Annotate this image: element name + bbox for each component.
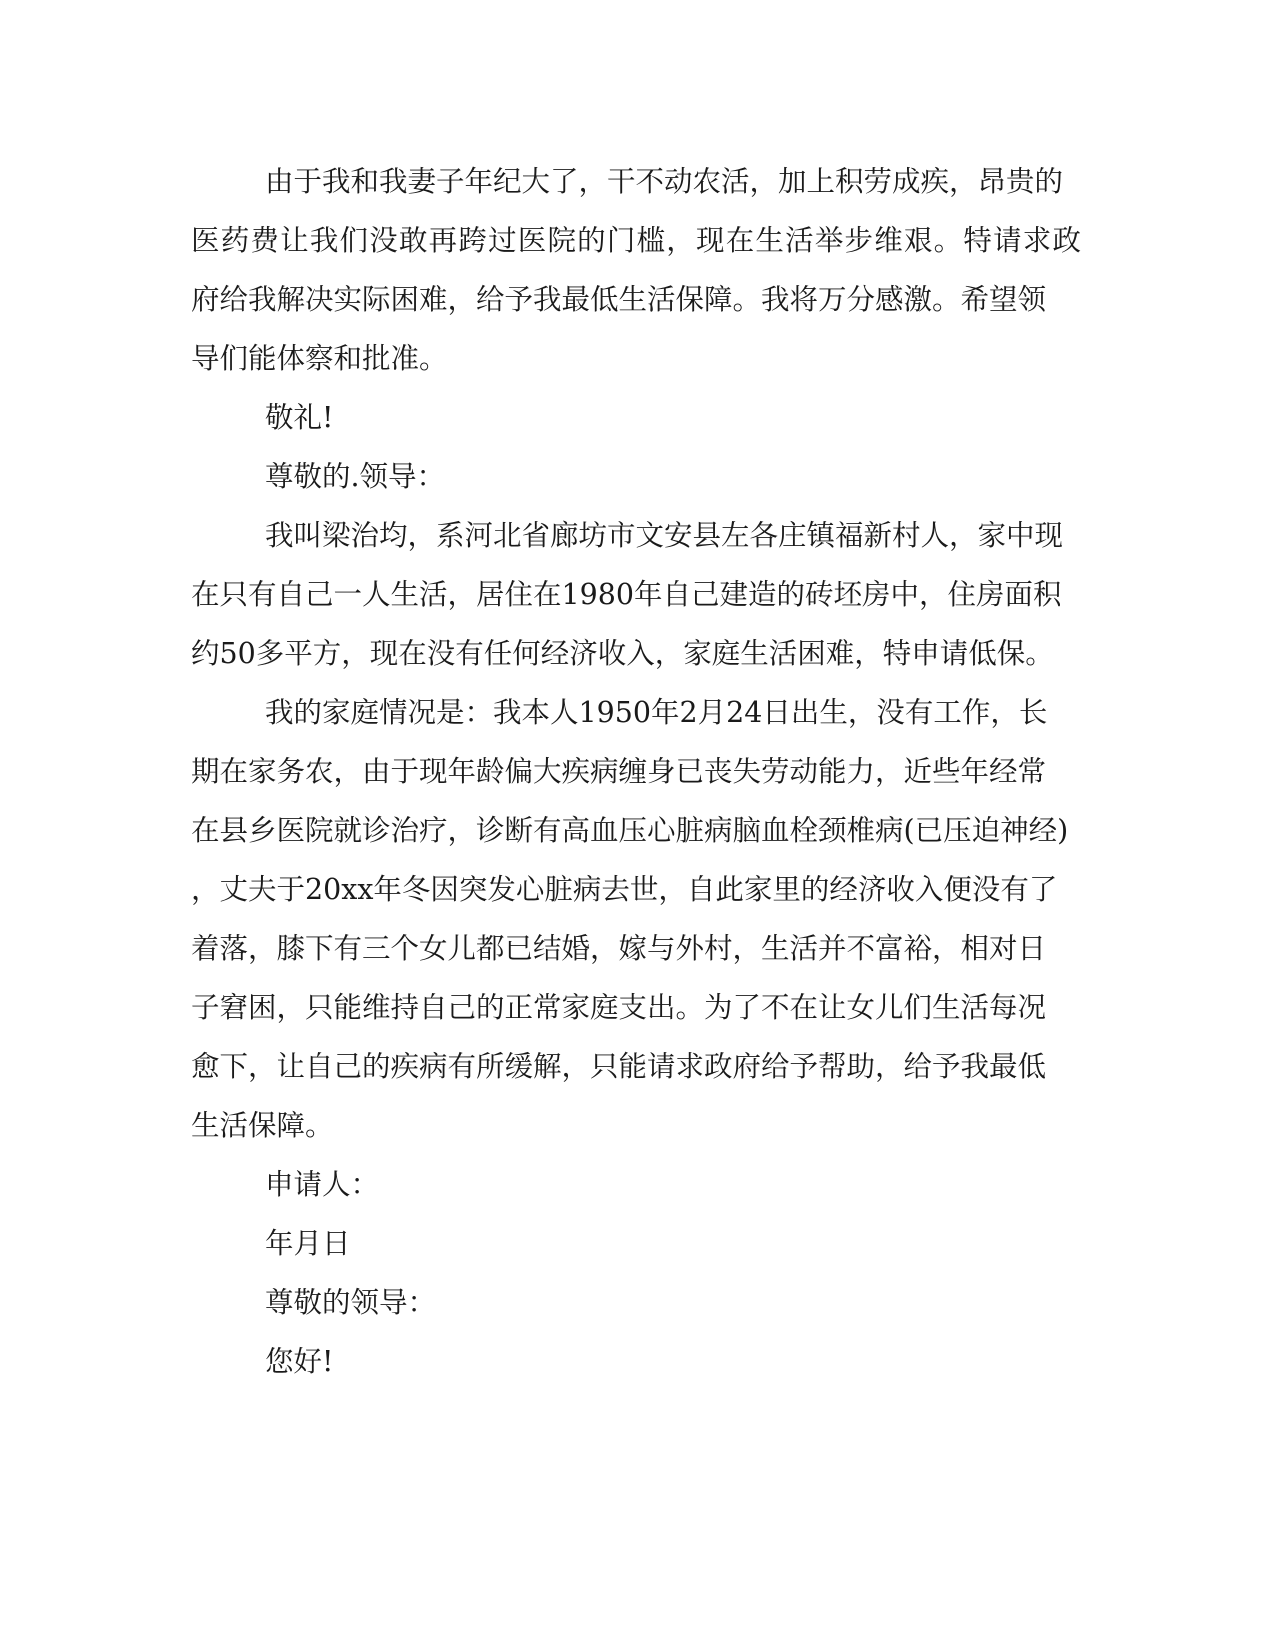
paragraph-line: 生活保障。 <box>191 1109 334 1142</box>
paragraph-line: 在县乡医院就诊治疗，诊断有高血压心脏病脑血栓颈椎病(已压迫神经) <box>191 814 1069 847</box>
paragraph-line: 子窘困，只能维持自己的正常家庭支出。为了不在让女儿们生活每况 <box>191 991 1047 1024</box>
paragraph-line: 府给我解决实际困难，给予我最低生活保障。我将万分感激。希望领 <box>191 283 1047 316</box>
greeting: 您好! <box>265 1345 334 1378</box>
applicant-label: 申请人： <box>265 1168 380 1201</box>
salutation: 尊敬的.领导： <box>265 460 446 493</box>
paragraph-line: 导们能体察和批准。 <box>191 342 448 375</box>
paragraph-line: ，丈夫于20xx年冬因突发心脏病去世，自此家里的经济收入便没有了 <box>191 873 1058 906</box>
paragraph-line: 医药费让我们没敢再跨过医院的门槛，现在生活举步维艰。特请求政 <box>191 224 1081 257</box>
paragraph-line: 期在家务农，由于现年龄偏大疾病缠身已丧失劳动能力，近些年经常 <box>191 755 1047 788</box>
closing-salute: 敬礼! <box>265 401 334 434</box>
date-label: 年月日 <box>265 1227 351 1260</box>
paragraph-line: 由于我和我妻子年纪大了，干不动农活，加上积劳成疾，昂贵的 <box>265 165 1064 198</box>
salutation: 尊敬的领导： <box>265 1286 437 1319</box>
paragraph-line: 愈下，让自己的疾病有所缓解，只能请求政府给予帮助，给予我最低 <box>191 1050 1047 1083</box>
paragraph-line: 在只有自己一人生活，居住在1980年自己建造的砖坯房中，住房面积 <box>191 578 1062 611</box>
paragraph-line: 我的家庭情况是：我本人1950年2月24日出生，没有工作，长 <box>265 696 1048 729</box>
paragraph-line: 着落，膝下有三个女儿都已结婚，嫁与外村，生活并不富裕，相对日 <box>191 932 1047 965</box>
paragraph-line: 约50多平方，现在没有任何经济收入，家庭生活困难，特申请低保。 <box>191 637 1054 670</box>
paragraph-line: 我叫梁治均，系河北省廊坊市文安县左各庄镇福新村人，家中现 <box>265 519 1064 552</box>
